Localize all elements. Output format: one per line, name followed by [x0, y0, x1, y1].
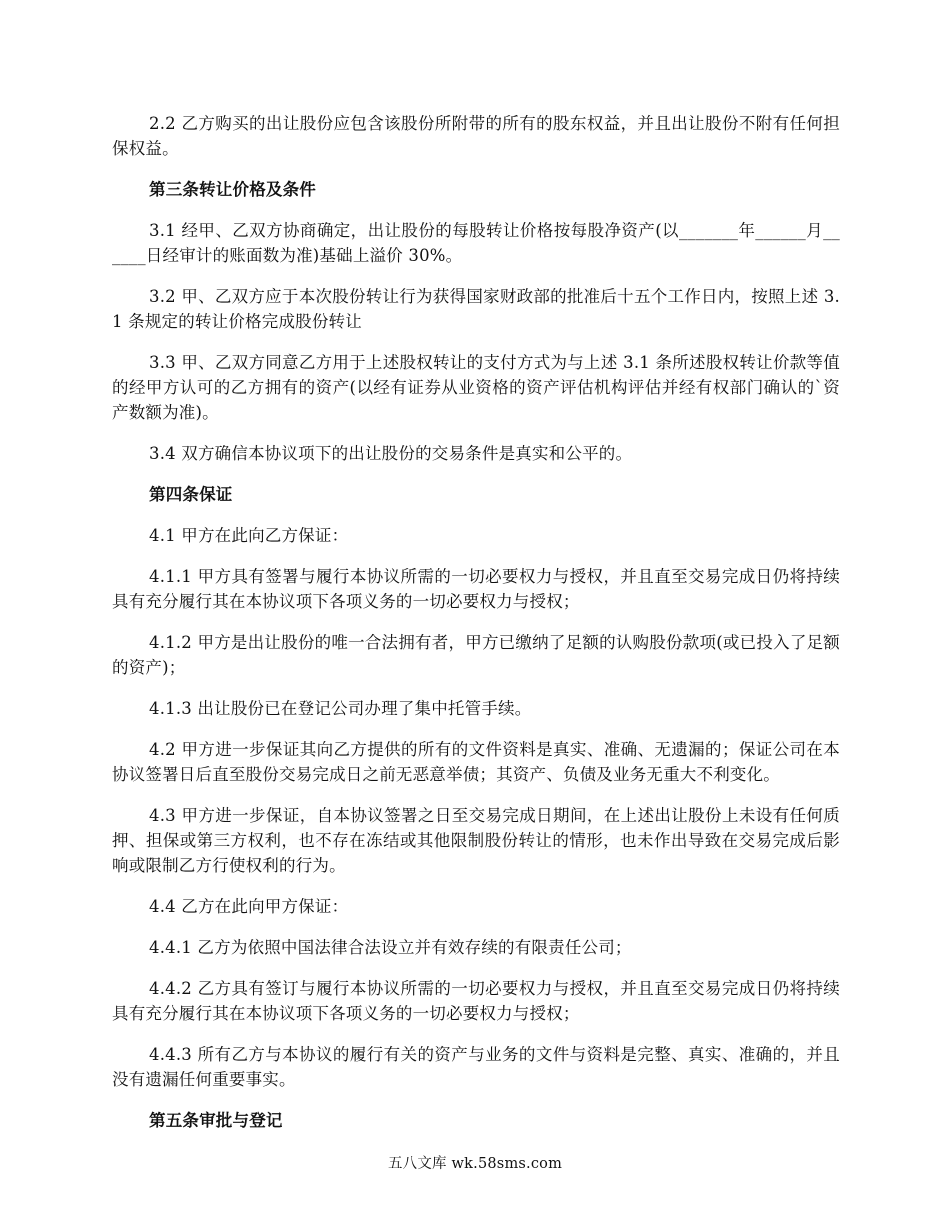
- paragraph-4-3: 4.3 甲方进一步保证，自本协议签署之日至交易完成日期间，在上述出让股份上未设有任何质押、担保或第三方权利，也不存在冻结或其他限制股份转让的情形，也未作出导致在交易完成后影响或限制乙方行使权利的行为。: [112, 806, 840, 875]
- paragraph-4-1-1: 4.1.1 甲方具有签署与履行本协议所需的一切必要权力与授权，并且直至交易完成日仍将持续具有充分履行其在本协议项下各项义务的一切必要权力与授权；: [112, 567, 840, 611]
- paragraph-3-1: 3.1 经甲、乙双方协商确定，出让股份的每股转让价格按每股净资产(以_______年______月______日经审计的账面数为准)基础上溢价 30%。: [112, 221, 840, 265]
- document-body: [112, 111, 840, 1149]
- paragraph-4-4-2: 4.4.2 乙方具有签订与履行本协议所需的一切必要权力与授权，并且直至交易完成日仍将持续具有充分履行其在本协议项下各项义务的一切必要权力与授权；: [112, 979, 840, 1023]
- paragraph-4-2: 4.2 甲方进一步保证其向乙方提供的所有的文件资料是真实、准确、无遗漏的；保证公司在本协议签署日后直至股份交易完成日之前无恶意举债；其资产、负债及业务无重大不利变化。: [112, 740, 840, 784]
- paragraph-2-2: 2.2 乙方购买的出让股份应包含该股份所附带的所有的股东权益，并且出让股份不附有任何担保权益。: [112, 114, 840, 158]
- section-heading-article-3: 第三条转让价格及条件: [149, 180, 316, 199]
- paragraph-4-1: 4.1 甲方在此向乙方保证：: [149, 526, 349, 545]
- paragraph-4-4-1: 4.4.1 乙方为依照中国法律合法设立并有效存续的有限责任公司；: [149, 938, 632, 957]
- paragraph-4-4: 4.4 乙方在此向甲方保证：: [149, 897, 349, 916]
- paragraph-4-1-3: 4.1.3 出让股份已在登记公司办理了集中托管手续。: [149, 699, 532, 718]
- paragraph-4-4-3: 4.4.3 所有乙方与本协议的履行有关的资产与业务的文件与资料是完整、真实、准确的，并且没有遗漏任何重要事实。: [112, 1045, 840, 1089]
- paragraph-3-2: 3.2 甲、乙双方应于本次股份转让行为获得国家财政部的批准后十五个工作日内，按照上述 3.1 条规定的转让价格完成股份转让: [112, 287, 840, 331]
- section-heading-article-4: 第四条保证: [149, 485, 233, 504]
- paragraph-4-1-2: 4.1.2 甲方是出让股份的唯一合法拥有者，甲方已缴纳了足额的认购股份款项(或已投入了足额的资产)；: [112, 633, 840, 677]
- paragraph-3-3: 3.3 甲、乙双方同意乙方用于上述股权转让的支付方式为与上述 3.1 条所述股权转让价款等值的经甲方认可的乙方拥有的资产(以经有证券从业资格的资产评估机构评估并经有权部门确认的`资产数额为准)。: [112, 353, 840, 422]
- section-heading-article-5: 第五条审批与登记: [149, 1111, 283, 1130]
- footer-watermark-text: 五八文库 wk.58sms.com: [387, 1156, 563, 1172]
- paragraph-3-4: 3.4 双方确信本协议项下的出让股份的交易条件是真实和公平的。: [149, 444, 633, 463]
